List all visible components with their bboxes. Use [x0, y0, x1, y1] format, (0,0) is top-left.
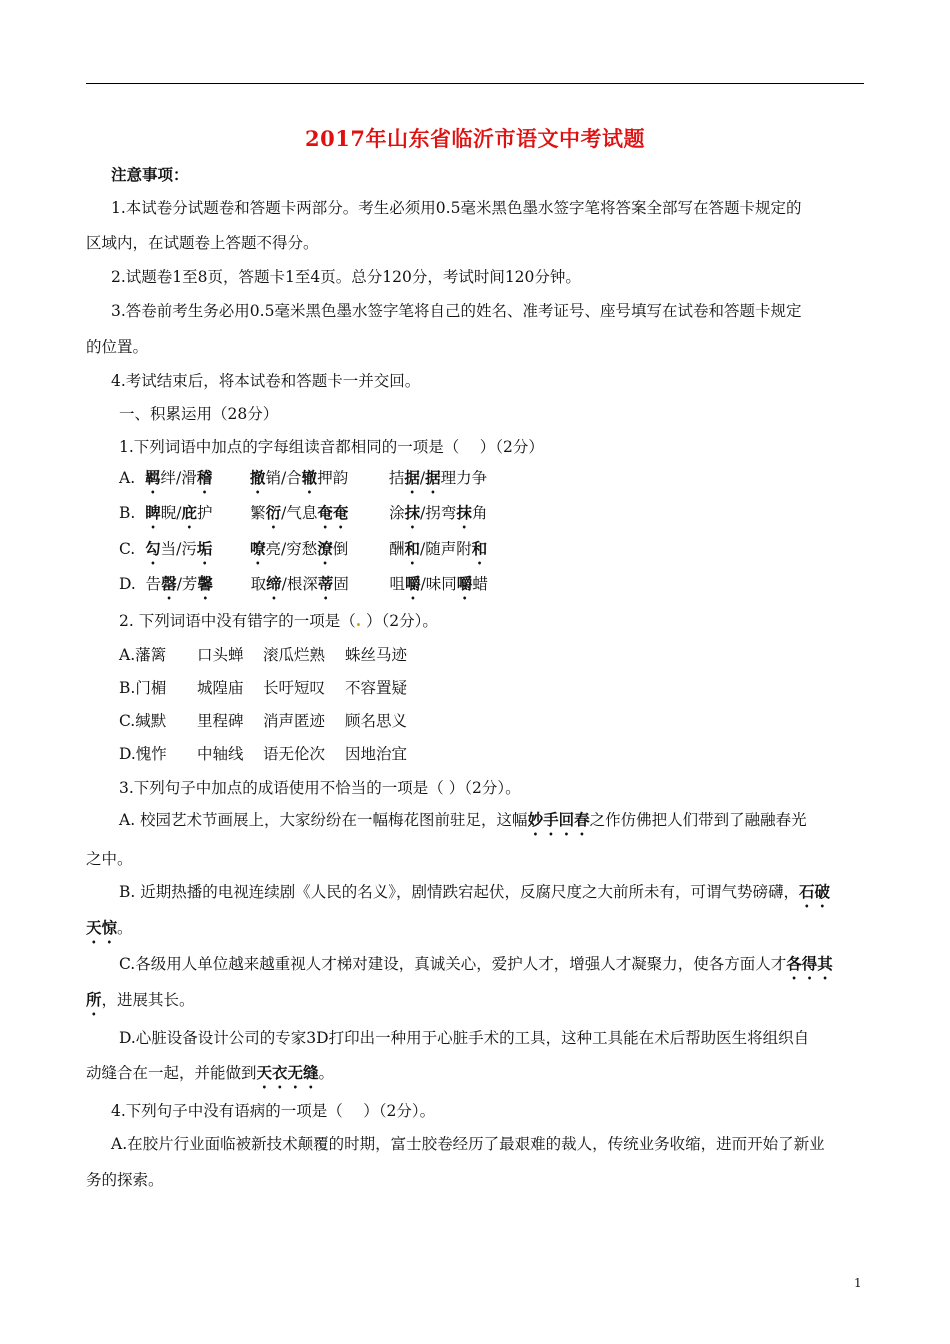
notice-item-4: 4.考试结束后，将本试卷和答题卡一并交回。 — [111, 372, 421, 390]
q3-option-d: D.心脏设备设计公司的专家3D打印出一种用于心脏手术的工具，这种工具能在术后帮助医生将组织自 — [119, 1029, 810, 1047]
q3-option-d-cont: 动缝合在一起，并能做到天衣无缝。 — [86, 1063, 335, 1082]
option-label: B. — [119, 504, 136, 522]
q4-option-a-cont: 务的探索。 — [86, 1171, 164, 1189]
q2-option-b: B.门楣 城隍庙 长吁短叹 不容置疑 — [119, 679, 408, 697]
q2-option-d: D.愧怍 中轴线 语无伦次 因地治宜 — [119, 745, 408, 763]
q3-option-b-cont: 天惊。 — [86, 918, 133, 937]
question-4-stem: 4.下列句子中没有语病的一项是（ ）（2分）。 — [111, 1102, 436, 1120]
q2-option-c: C.缄默 里程碑 消声匿迹 顾名思义 — [119, 712, 408, 730]
question-3-stem: 3.下列句子中加点的成语使用不恰当的一项是（ ）（2分）。 — [119, 779, 521, 797]
q1-option-b: B. 睥睨/庇护 繁衍/气息奄奄 涂抹/拐弯抹角 — [119, 503, 488, 522]
q3-option-c: C.各级用人单位越来越重视人才梯对建设，真诚关心，爱护人才，增强人才凝聚力，使各方面人才各得其 — [119, 954, 833, 973]
notice-item-3: 3.答卷前考生务必用0.5毫米黑色墨水签字笔将自己的姓名、准考证号、座号填写在试卷和答题卡规定 — [111, 302, 802, 320]
q3-option-a: A. 校园艺术节画展上，大家纷纷在一幅梅花图前驻足，这幅妙手回春之作仿佛把人们带到了融融春光 — [119, 810, 807, 829]
q2-option-a: A.藩篱 口头蝉 滚瓜烂熟 蛛丝马迹 — [119, 646, 408, 664]
q1-option-c: C. 勾当/污垢 嘹亮/穷愁潦倒 酬和/随声附和 — [119, 539, 488, 558]
question-2-stem: 2. 下列词语中没有错字的一项是（. ）（2分）。 — [119, 611, 438, 630]
question-1-stem: 1.下列词语中加点的字每组读音都相同的一项是（ ）（2分） — [119, 438, 544, 456]
q4-option-a: A.在胶片行业面临被新技术颠覆的时期，富士胶卷经历了最艰难的裁人，传统业务收缩，进而开始了新业 — [111, 1135, 825, 1153]
header-rule — [86, 83, 864, 84]
q3-option-c-cont: 所，进展其长。 — [86, 990, 195, 1009]
option-label: C. — [119, 540, 136, 558]
section-heading: 一、积累运用（28分） — [119, 405, 279, 423]
q3-option-a-cont: 之中。 — [86, 850, 133, 868]
q1-option-a: A. 羁绊/滑稽 撤销/合辙押韵 拮据/据理力争 — [119, 468, 488, 487]
notice-item-3-cont: 的位置。 — [86, 338, 149, 356]
notice-item-1-cont: 区域内，在试题卷上答题不得分。 — [86, 234, 319, 252]
notice-heading: 注意事项： — [111, 165, 189, 184]
page-title: 2017年山东省临沂市语文中考试题 — [305, 126, 645, 151]
q3-option-b: B. 近期热播的电视连续剧《人民的名义》，剧情跌宕起伏，反腐尺度之大前所未有，可谓气势磅礴，石破 — [119, 882, 831, 901]
notice-item-1: 1.本试卷分试题卷和答题卡两部分。考生必须用0.5毫米黑色墨水签字笔将答案全部写在答题卡规定的 — [111, 199, 802, 217]
page-number: 1 — [854, 1276, 862, 1290]
option-label: D. — [119, 575, 136, 593]
q1-option-d: D. 告罄/芳馨 取缔/根深蒂固 咀嚼/味同嚼蜡 — [119, 574, 488, 593]
option-label: A. — [119, 469, 136, 487]
notice-item-2: 2.试题卷1至8页，答题卡1至4页。总分120分，考试时间120分钟。 — [111, 268, 581, 286]
